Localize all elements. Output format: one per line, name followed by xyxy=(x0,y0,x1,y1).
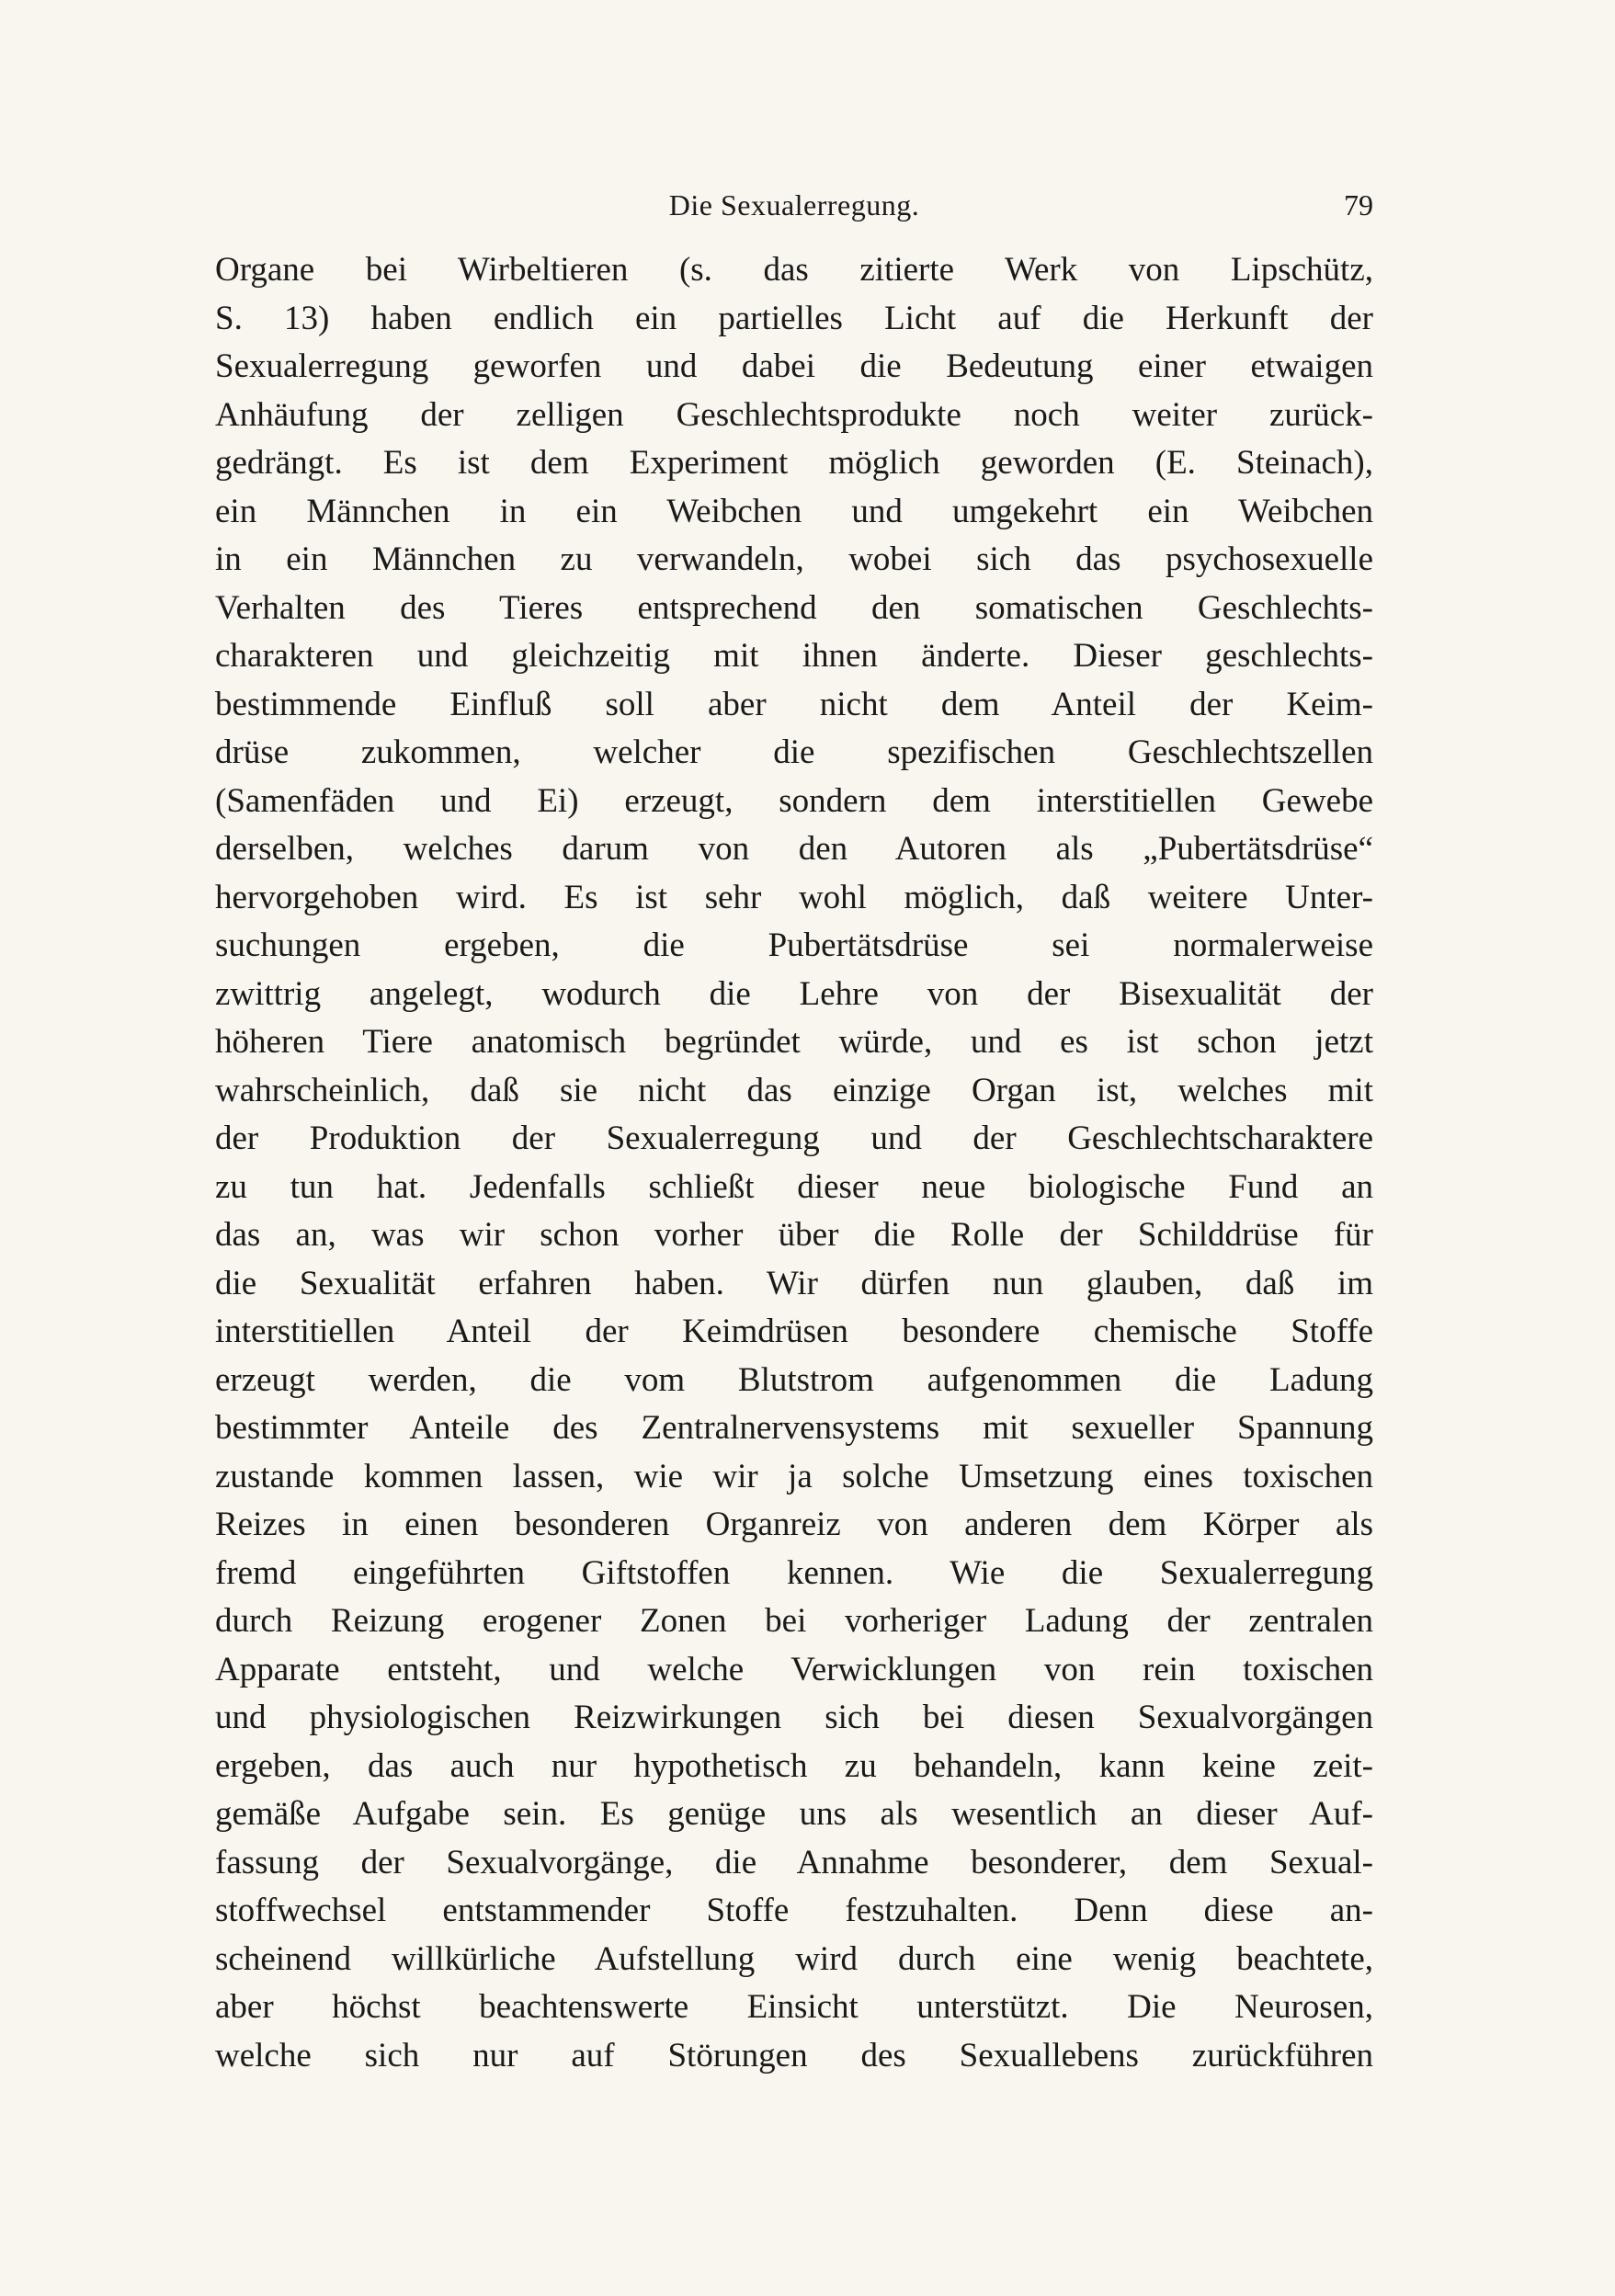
text-line: erzeugt werden, die vom Blutstrom aufgenommen die Ladung xyxy=(215,1360,1373,1399)
text-line: ergeben, das auch nur hypothetisch zu behandeln, kann keine zeit- xyxy=(215,1746,1373,1785)
text-line: stoffwechsel entstammender Stoffe festzuhalten. Denn diese an- xyxy=(215,1892,1373,1929)
text-line: (Samenfäden und Ei) erzeugt, sondern dem interstitiellen Gewebe xyxy=(215,781,1373,820)
text-line: fassung der Sexualvorgänge, die Annahme besonderer, dem Sexual- xyxy=(215,1843,1373,1881)
text-line: derselben, welches darum von den Autoren als „Pubertätsdrüse“ xyxy=(215,830,1373,868)
text-line: suchungen ergeben, die Pubertätsdrüse sei normalerweise xyxy=(215,926,1373,964)
text-line: in ein Männchen zu verwandeln, wobei sich das psychosexuelle xyxy=(215,540,1373,578)
text-line: zwittrig angelegt, wodurch die Lehre von der Bisexualität der xyxy=(215,974,1373,1013)
text-line: charakteren und gleichzeitig mit ihnen änderte. Dieser geschlechts- xyxy=(215,637,1373,675)
text-line: der Produktion der Sexualerregung und der Geschlechtscharaktere xyxy=(215,1120,1373,1157)
text-line: aber höchst beachtenswerte Einsicht unterstützt. Die Neurosen, xyxy=(215,1988,1373,2026)
running-head xyxy=(215,188,1373,229)
text-line: Apparate entsteht, und welche Verwicklungen von rein toxischen xyxy=(215,1650,1373,1688)
text-line: Organe bei Wirbeltieren (s. das zitierte Werk von Lipschütz, xyxy=(215,251,1373,289)
running-title: Die Sexualerregung. xyxy=(668,188,920,222)
text-line: Reizes in einen besonderen Organreiz von anderen dem Körper als xyxy=(215,1506,1373,1543)
text-line: durch Reizung erogener Zonen bei vorheriger Ladung der zentralen xyxy=(215,1602,1373,1640)
text-line: hervorgehoben wird. Es ist sehr wohl möglich, daß weitere Unter- xyxy=(215,878,1373,916)
text-line: drüse zukommen, welcher die spezifischen Geschlechtszellen xyxy=(215,733,1373,771)
text-line: höheren Tiere anatomisch begründet würde, und es ist schon jetzt xyxy=(215,1023,1373,1061)
text-line: bestimmter Anteile des Zentralnervensystems mit sexueller Spannung xyxy=(215,1409,1373,1447)
text-line: fremd eingeführten Giftstoffen kennen. Wie die Sexualerregung xyxy=(215,1553,1373,1592)
body-text xyxy=(215,246,1373,2080)
text-line: wahrscheinlich, daß sie nicht das einzige Organ ist, welches mit xyxy=(215,1071,1373,1109)
text-line: ein Männchen in ein Weibchen und umgekehrt ein Weibchen xyxy=(215,492,1373,530)
text-line: S. 13) haben endlich ein partielles Licht auf die Herkunft der xyxy=(215,299,1373,337)
text-line: und physiologischen Reizwirkungen sich bei diesen Sexualvorgängen xyxy=(215,1699,1373,1736)
text-line: Verhalten des Tieres entsprechend den somatischen Geschlechts- xyxy=(215,588,1373,627)
text-line: Sexualerregung geworfen und dabei die Bedeutung einer etwaigen xyxy=(215,347,1373,385)
text-line: welche sich nur auf Störungen des Sexuallebens zurückführen xyxy=(215,2036,1373,2074)
page-number: 79 xyxy=(1344,188,1373,222)
text-line: scheinend willkürliche Aufstellung wird durch eine wenig beachtete, xyxy=(215,1939,1373,1978)
text-line: gedrängt. Es ist dem Experiment möglich geworden (E. Steinach), xyxy=(215,444,1373,482)
text-line: bestimmende Einfluß soll aber nicht dem Anteil der Keim- xyxy=(215,685,1373,723)
text-line: interstitiellen Anteil der Keimdrüsen besondere chemische Stoffe xyxy=(215,1313,1373,1350)
text-line: die Sexualität erfahren haben. Wir dürfen nun glauben, daß im xyxy=(215,1264,1373,1302)
text-line: gemäße Aufgabe sein. Es genüge uns als wesentlich an dieser Auf- xyxy=(215,1795,1373,1833)
text-line: zu tun hat. Jedenfalls schließt dieser neue biologische Fund an xyxy=(215,1167,1373,1206)
text-line: zustande kommen lassen, wie wir ja solche Umsetzung eines toxischen xyxy=(215,1457,1373,1495)
text-line: das an, was wir schon vorher über die Rolle der Schilddrüse für xyxy=(215,1216,1373,1254)
text-line: Anhäufung der zelligen Geschlechtsprodukte noch weiter zurück- xyxy=(215,395,1373,434)
